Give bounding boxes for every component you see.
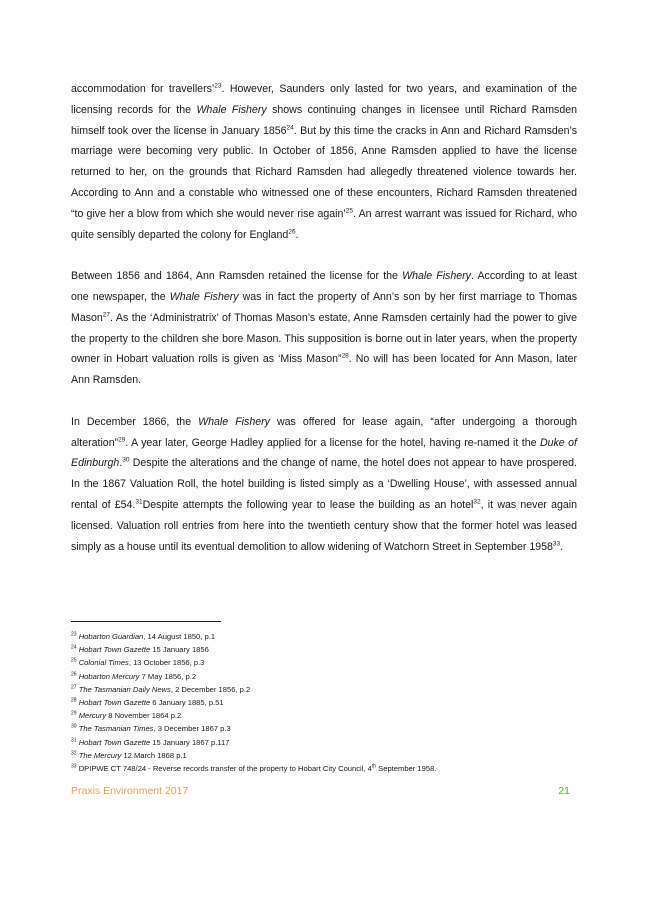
footnote	[71, 683, 581, 696]
footnote-source: Hobart Town Gazette	[78, 645, 151, 655]
footnote-source: Hobart Town Gazette	[78, 698, 151, 708]
footnote-detail: , 13 October 1856, p.3	[128, 658, 205, 668]
text-run: shows continuing changes in licensee until Richard Ramsden himself took over the license in January 1856	[71, 103, 577, 137]
footnote-detail: 15 January 1867 p.117	[150, 737, 230, 747]
footer-company: Praxis Environment 2017	[71, 785, 189, 797]
text-run: . According to at least one newspaper, the	[71, 270, 577, 303]
footnote-ref[interactable]: 27	[102, 311, 111, 319]
text-run: .	[560, 540, 564, 553]
footnote-source: The Tasmanian Daily News	[78, 684, 171, 694]
footnote-ref[interactable]: 24	[286, 124, 294, 132]
italic-text: Whale Fishery	[169, 290, 239, 303]
footnote-ref[interactable]: 32	[473, 498, 481, 506]
footnote-detail: , 3 December 1867 p.3	[153, 724, 231, 734]
text-run: .	[295, 228, 299, 241]
paragraph-2	[71, 266, 577, 391]
footnote-detail: 8 November 1864 p.2	[106, 711, 182, 721]
footnote-number: 24	[71, 644, 77, 651]
footnote-source: The Mercury	[78, 750, 122, 760]
footnote	[71, 722, 581, 735]
footnote-ref[interactable]: 26	[288, 228, 296, 236]
footnote	[71, 736, 581, 749]
footnote	[71, 643, 581, 656]
footnote-ref[interactable]: 33	[552, 540, 561, 547]
body-text	[71, 79, 577, 557]
footnote	[71, 670, 581, 683]
text-run: Despite attempts the following year to lease the building as an hotel	[142, 498, 474, 511]
text-run: . No will has been located for Ann Mason, later Ann Ramsden.	[71, 353, 577, 387]
text-run: Between 1856 and 1864, Ann Ramsden retained the license for the	[71, 270, 403, 283]
text-run: In December 1866, the	[71, 415, 199, 428]
footnote-number: 30	[71, 723, 77, 730]
text-run: was offered for lease again, “after undergoing a thorough alteration”	[71, 415, 578, 449]
text-run: . A year later, George Hadley applied for a license for the hotel, having re-named it the	[125, 436, 540, 449]
footnote-source: Colonial Times	[78, 658, 129, 668]
paragraph-3-text	[71, 412, 577, 558]
footnote	[71, 709, 581, 722]
footnote-detail: 7 May 1856, p.2	[139, 671, 197, 681]
footnote-detail: 15 January 1856	[150, 645, 209, 655]
footnote	[71, 630, 581, 643]
footnote-number: 26	[71, 671, 77, 678]
text-run: Despite the alterations and the change of name, the hotel does not appear to have prospered. In the 1867 Valuation Roll, the hotel building is listed simply as a ‘Dwelling House’, with assessed annual rental of £54.	[71, 457, 577, 511]
footnote-ref[interactable]: 28	[341, 352, 349, 360]
footnote-detail: DPIPWE CT 748/24 - Reverse records transfer of the property to Hobart City Council, 4	[78, 764, 372, 774]
italic-text: Whale Fishery	[198, 415, 270, 428]
footnote	[71, 762, 581, 775]
text-run: . As the ‘Administratrix’ of Thomas Mason’s estate, Anne Ramsden certainly had the power to give the property to the children she bore Mason. This supposition is borne out in later years, when the property owner in Hobart valuation rolls is given as ‘Miss Mason”	[71, 311, 577, 366]
footnote-ref[interactable]: 29	[118, 436, 126, 444]
footnote-source: Hobarton Mercury	[78, 671, 140, 681]
footnotes	[71, 630, 581, 775]
text-run: accommodation for travellers’	[71, 83, 215, 95]
page-number: 21	[558, 785, 570, 797]
footnote-number: 33	[71, 763, 77, 770]
paragraph-3	[71, 412, 577, 558]
paragraph-1	[71, 79, 577, 245]
footnote-ref[interactable]: 31	[135, 498, 143, 506]
footnote-number: 27	[71, 684, 77, 691]
footnote	[71, 656, 581, 669]
footnote-number: 23	[71, 631, 77, 638]
footnote-detail: , 14 August 1850, p.1	[143, 632, 216, 641]
footnote	[71, 696, 581, 709]
footnote-number: 28	[71, 697, 77, 704]
paragraph-1-text	[71, 79, 577, 245]
footnote-number: 32	[71, 750, 77, 757]
footnote-source: Mercury	[78, 711, 107, 721]
text-run: . An arrest warrant was issued for Richard, who quite sensibly departed the colony for England	[71, 207, 577, 241]
footnote	[71, 749, 581, 762]
footnote-source: The Tasmanian Times	[78, 724, 154, 734]
paragraph-2-text	[71, 266, 577, 391]
footnote-separator	[71, 621, 221, 622]
footnote-ref[interactable]: 30	[122, 456, 130, 464]
footnote-source: Hobarton Guardian	[78, 632, 144, 641]
text-run: was in fact the property of Ann’s son by her first marriage to Thomas Mason	[71, 290, 577, 324]
footnote-detail: 12 March 1868 p.1	[121, 750, 187, 760]
text-run: , it was never again licensed. Valuation roll entries from here into the twentieth century show that the former hotel was leased simply as a house until its eventual demolition to allow widening of Watchorn Street in September 1958	[71, 498, 578, 553]
italic-text: Whale Fishery	[402, 270, 471, 283]
text-run: . But by this time the cracks in Ann and Richard Ramsden’s marriage were becoming very public. In October of 1856, Anne Ramsden applied to have the license returned to her, on the grounds that Richard Ramsden had allegedly threatened violence towards her. According to Ann and a constable who witnessed one of these encounters, Richard Ramsden threatened “to give her a blow from which she would never rise again’	[71, 124, 577, 220]
italic-text: Whale Fishery	[196, 103, 267, 116]
footnote-ref[interactable]: 23	[214, 82, 222, 90]
footnote-ref[interactable]: 25	[345, 207, 354, 215]
text-run: . However, Saunders only lasted for two years, and examination of the licensing records for the	[71, 83, 577, 116]
footnote-number: 25	[71, 657, 77, 664]
footnote-number: 31	[71, 737, 77, 744]
page-footer	[71, 785, 570, 801]
italic-text: Duke of Edinburgh	[71, 436, 577, 470]
footnote-detail: 6 January 1885, p.51	[150, 698, 224, 708]
footnote-source: Hobart Town Gazette	[78, 737, 151, 747]
footnote-detail: , 2 December 1856, p.2	[170, 684, 251, 694]
text-run: .	[119, 457, 123, 470]
footnote-number: 29	[71, 710, 77, 717]
footnote-detail: September 1958.	[376, 764, 437, 774]
ordinal-suffix: th	[371, 763, 377, 770]
